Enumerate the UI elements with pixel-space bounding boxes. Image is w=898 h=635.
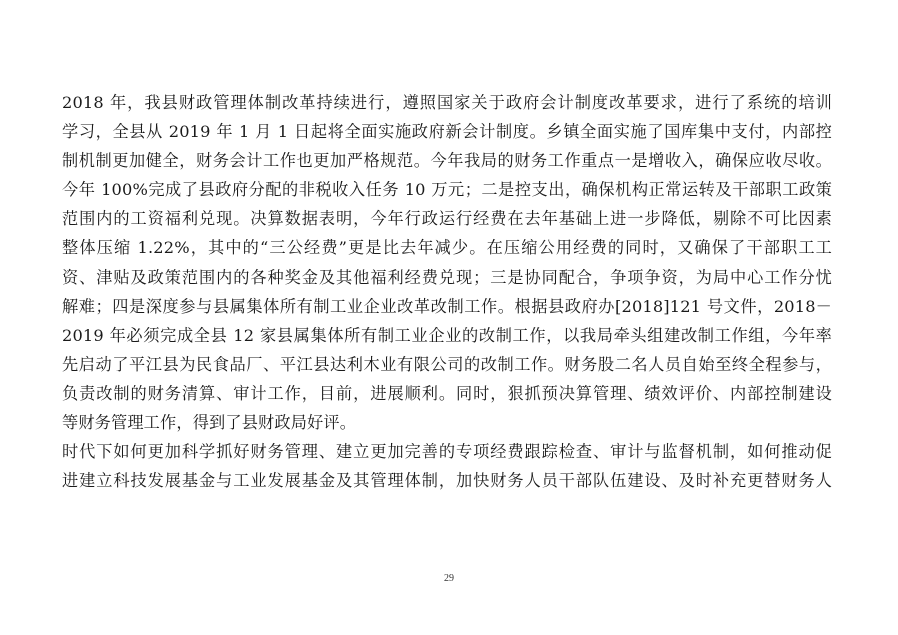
text-line: 资、津贴及政策范围内的各种奖金及其他福利经费兑现；三是协同配合，争项争资，为局中心工作分忧	[62, 267, 832, 287]
text-line: 今年 100%完成了县政府分配的非税收入任务 10 万元；二是控支出，确保机构正常运转及干部职工政策	[62, 180, 832, 200]
text-line: 先启动了平江县为民食品厂、平江县达利木业有限公司的改制工作。财务股二名人员自始至终全程参与，	[62, 354, 832, 374]
page-number: 29	[444, 573, 454, 584]
text-line: 整体压缩 1.22%，其中的“三公经费”更是比去年减少。在压缩公用经费的同时，又确保了干部职工工	[62, 238, 832, 258]
body-text	[62, 88, 832, 495]
text-line: 范围内的工资福利兑现。决算数据表明，今年行政运行经费在去年基础上进一步降低，剔除不可比因素	[62, 209, 832, 229]
text-line: 时代下如何更加科学抓好财务管理、建立更加完善的专项经费跟踪检查、审计与监督机制，如何推动促	[62, 442, 832, 462]
text-line: 制机制更加健全，财务会计工作也更加严格规范。今年我局的财务工作重点一是增收入，确保应收尽收。	[62, 151, 832, 171]
text-line: 负责改制的财务清算、审计工作，目前，进展顺利。同时，狠抓预决算管理、绩效评价、内部控制建设	[62, 383, 832, 403]
text-line: 2018 年，我县财政管理体制改革持续进行，遵照国家关于政府会计制度改革要求，进行了系统的培训	[62, 93, 832, 112]
text-line: 解难；四是深度参与县属集体所有制工业企业改革改制工作。根据县政府办[2018]121 号文件，2018－	[62, 296, 832, 316]
text-line: 等财务管理工作，得到了县财政局好评。	[62, 413, 357, 433]
text-line: 2019 年必须完成全县 12 家县属集体所有制工业企业的改制工作，以我局牵头组建改制工作组，今年率	[62, 325, 832, 345]
text-line: 进建立科技发展基金与工业发展基金及其管理体制，加快财务人员干部队伍建设、及时补充更替财务人	[62, 471, 832, 491]
text-line: 学习，全县从 2019 年 1 月 1 日起将全面实施政府新会计制度。乡镇全面实施了国库集中支付，内部控	[62, 122, 832, 142]
